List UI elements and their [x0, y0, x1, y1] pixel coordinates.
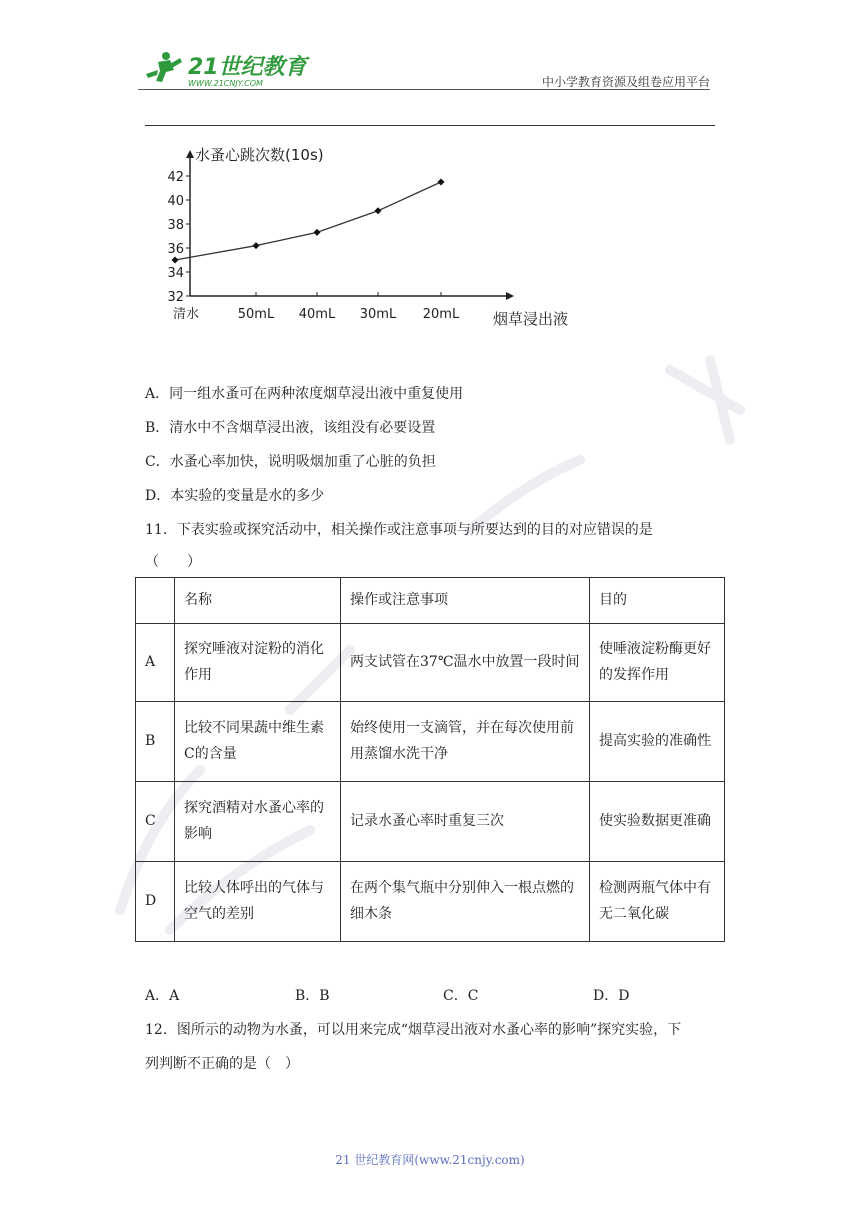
- table-header-cell: 操作或注意事项: [341, 578, 590, 624]
- q11-option-b: B．B: [295, 988, 330, 1004]
- header-tagline: 中小学教育资源及组卷应用平台: [541, 75, 710, 89]
- content-rule: [145, 125, 715, 126]
- page-footer: 21 世纪教育网(www.21cnjy.com): [335, 1153, 525, 1167]
- table-cell: 探究唾液对淀粉的消化作用: [175, 624, 341, 702]
- header-rule: [138, 89, 710, 90]
- y-tick-label: 40: [167, 194, 184, 209]
- y-tick-label: 36: [167, 242, 184, 257]
- x-tick-label: 40mL: [298, 307, 336, 322]
- q11-option-c: C．C: [443, 988, 479, 1004]
- q10-option-c: C．水蚤心率加快，说明吸烟加重了心脏的负担: [145, 454, 436, 470]
- table-cell: 比较人体呼出的气体与空气的差别: [175, 862, 341, 942]
- site-logo: [140, 50, 310, 90]
- table-row: [136, 862, 725, 942]
- data-point: [375, 207, 382, 214]
- table-cell: 比较不同果蔬中维生素C的含量: [175, 702, 341, 782]
- table-cell: 使实验数据更准确: [590, 782, 725, 862]
- y-tick-label: 38: [167, 218, 184, 233]
- table-cell: 始终使用一支滴管，并在每次使用前用蒸馏水洗干净: [341, 702, 590, 782]
- series-line: [175, 182, 441, 260]
- data-point: [172, 257, 179, 264]
- table-cell-label: D: [136, 862, 175, 942]
- q11-table: [135, 577, 725, 942]
- table-cell: 提高实验的准确性: [590, 702, 725, 782]
- q10-option-a: A．同一组水蚤可在两种浓度烟草浸出液中重复使用: [145, 386, 464, 402]
- x-axis-arrow: [506, 292, 514, 300]
- y-axis-label: 水蚤心跳次数(10s): [195, 146, 324, 164]
- table-cell: 两支试管在37℃温水中放置一段时间: [341, 624, 590, 702]
- table-header-cell: 目的: [590, 578, 725, 624]
- table-row: [136, 782, 725, 862]
- table-header-cell: [136, 578, 175, 624]
- y-tick-label: 42: [167, 170, 184, 185]
- q12-stem-line1: 12．图所示的动物为水蚤，可以用来完成“烟草浸出液对水蚤心率的影响”探究实验，下: [145, 1022, 682, 1038]
- table-row: [136, 702, 725, 782]
- table-cell: 记录水蚤心率时重复三次: [341, 782, 590, 862]
- svg-text:21世纪教育: 21世纪教育: [188, 55, 307, 80]
- table-cell-label: C: [136, 782, 175, 862]
- x-tick-label: 30mL: [359, 307, 397, 322]
- q12-stem-line2: 列判断不正确的是（ ）: [145, 1056, 299, 1072]
- y-tick-label: 32: [167, 290, 184, 305]
- q11-option-a: A．A: [145, 988, 180, 1004]
- table-cell: 在两个集气瓶中分别伸入一根点燃的细木条: [341, 862, 590, 942]
- data-point: [253, 242, 260, 249]
- table-header-row: [136, 578, 725, 624]
- q11-option-d: D．D: [593, 988, 630, 1004]
- q10-option-b: B．清水中不含烟草浸出液，该组没有必要设置: [145, 420, 436, 436]
- table-row: [136, 624, 725, 702]
- data-point: [438, 179, 445, 186]
- data-point: [314, 229, 321, 236]
- table-header-cell: 名称: [175, 578, 341, 624]
- table-cell: 探究酒精对水蚤心率的影响: [175, 782, 341, 862]
- x-axis-label: 烟草浸出液: [493, 310, 569, 328]
- y-axis-arrow: [186, 150, 194, 158]
- x-tick-label: 清水: [172, 307, 200, 322]
- table-cell-label: A: [136, 624, 175, 702]
- heart-rate-chart: [160, 140, 600, 335]
- table-cell: 使唾液淀粉酶更好的发挥作用: [590, 624, 725, 702]
- q11-answer-paren: （ ）: [145, 554, 201, 570]
- table-cell: 检测两瓶气体中有无二氧化碳: [590, 862, 725, 942]
- x-tick-label: 20mL: [422, 307, 460, 322]
- q10-option-d: D．本实验的变量是水的多少: [145, 488, 325, 504]
- q11-stem: 11．下表实验或探究活动中，相关操作或注意事项与所要达到的目的对应错误的是: [145, 522, 653, 538]
- y-tick-label: 34: [167, 266, 184, 281]
- x-tick-label: 50mL: [237, 307, 275, 322]
- table-cell-label: B: [136, 702, 175, 782]
- svg-text:WWW.21CNJY.COM: WWW.21CNJY.COM: [188, 79, 263, 88]
